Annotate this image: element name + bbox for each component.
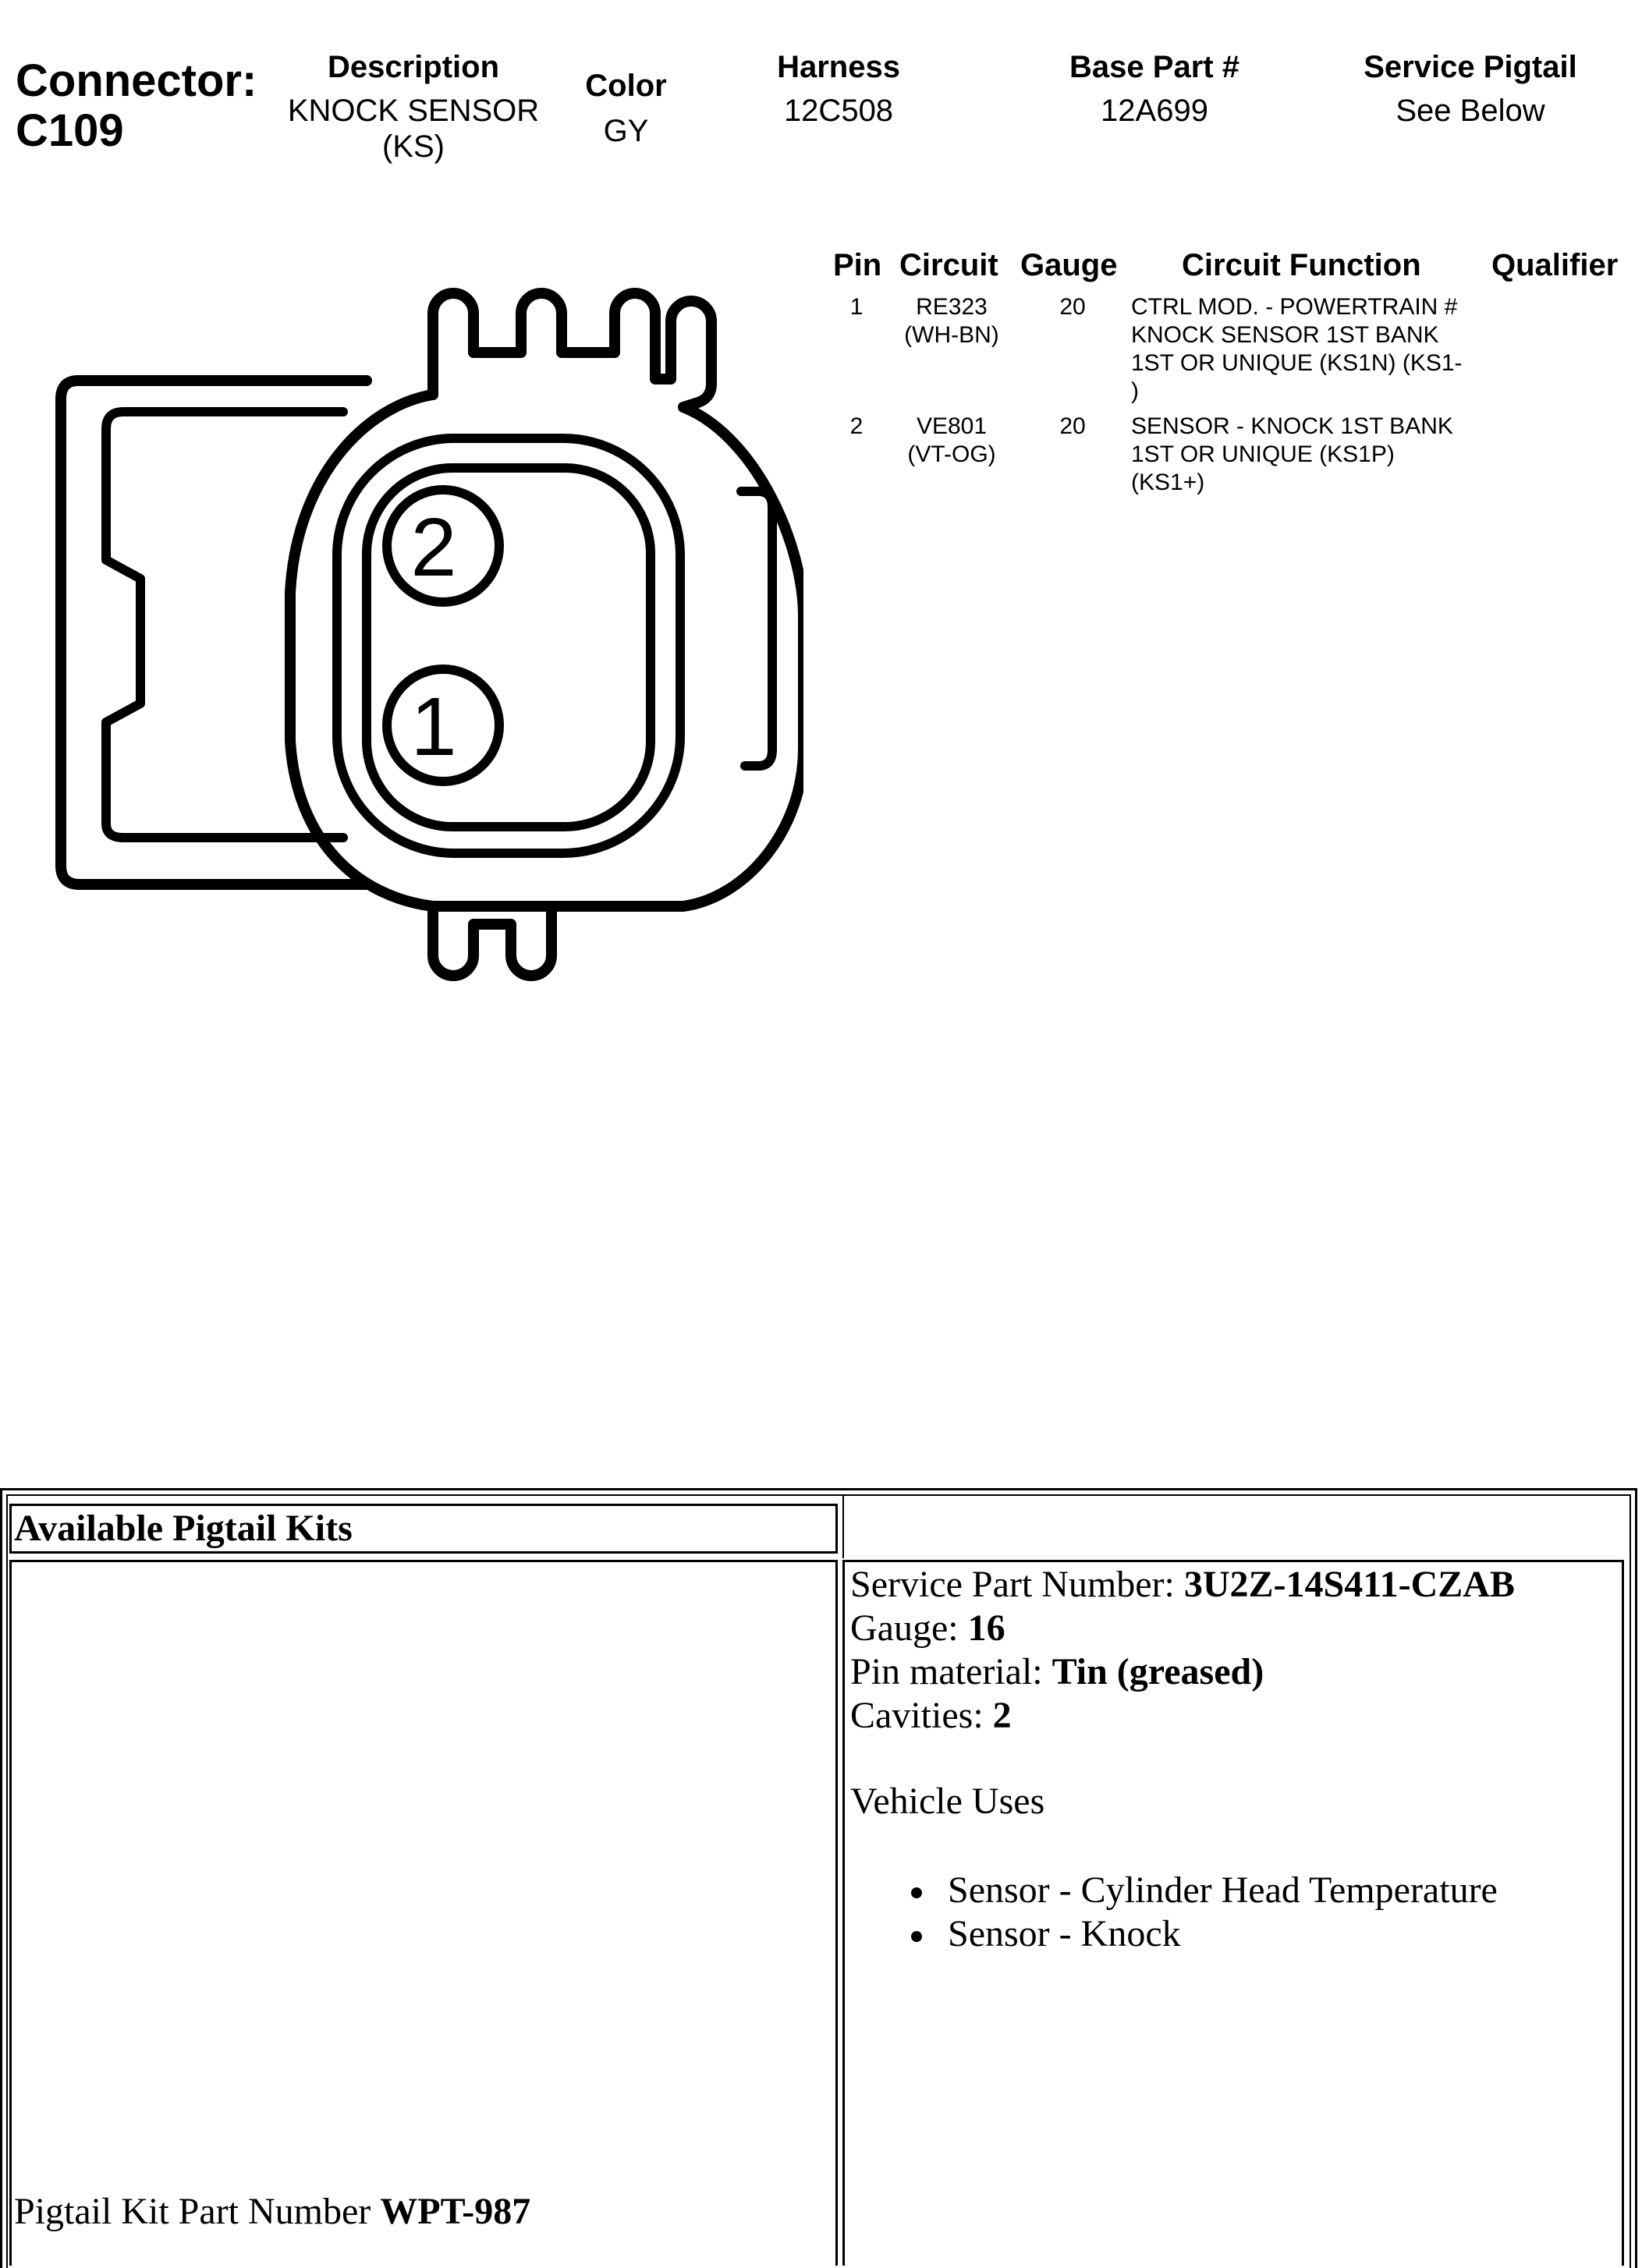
color-label: Color	[585, 69, 667, 103]
connector-title	[16, 56, 257, 156]
pin-column-header: Pin	[833, 248, 882, 282]
row1-circuit	[889, 293, 1014, 349]
harness-column	[737, 50, 940, 129]
row2-circuit-code: VE801	[916, 413, 988, 439]
harness-label: Harness	[777, 50, 900, 84]
service-pigtail-column	[1326, 50, 1615, 129]
row1-pin: 1	[849, 294, 864, 320]
gauge-column-header: Gauge	[1020, 248, 1118, 282]
gauge-line	[850, 1607, 1615, 1650]
circuit-column-header: Circuit	[899, 248, 998, 282]
row1-function-line: 1ST OR UNIQUE (KS1N) (KS1-	[1131, 350, 1463, 376]
row2-circuit	[889, 413, 1014, 469]
list-item	[850, 1912, 1615, 1956]
bullet-icon	[911, 1931, 922, 1942]
row1-function	[1131, 293, 1490, 406]
connector-right-latch	[741, 491, 772, 766]
service-part-number-line	[850, 1563, 1615, 1607]
vehicle-use-text: Sensor - Cylinder Head Temperature	[948, 1869, 1498, 1911]
base-part-label: Base Part #	[1069, 50, 1239, 84]
row1-gauge: 20	[1059, 294, 1086, 320]
bullet-icon	[911, 1887, 922, 1898]
service-part-number-label: Service Part Number:	[850, 1564, 1184, 1605]
harness-value: 12C508	[783, 94, 894, 128]
row1-function-line: )	[1131, 378, 1139, 404]
row2-function-line: SENSOR - KNOCK 1ST BANK	[1131, 413, 1453, 439]
cavities-value: 2	[992, 1695, 1012, 1736]
pigtail-empty-cell	[842, 1494, 1631, 1558]
base-part-value: 12A699	[1101, 94, 1208, 128]
description-value-line2: (KS)	[382, 129, 445, 164]
connector-shroud-inner	[106, 412, 343, 838]
service-pigtail-label: Service Pigtail	[1364, 50, 1577, 84]
row1-circuit-code: RE323	[916, 294, 988, 320]
service-pigtail-value: See Below	[1396, 94, 1545, 128]
pigtail-heading: Available Pigtail Kits	[14, 1508, 353, 1549]
row2-circuit-color: (VT-OG)	[907, 441, 996, 467]
pin-number-2: 2	[410, 501, 457, 594]
cavities-label: Cavities:	[850, 1695, 993, 1736]
vehicle-uses-label: Vehicle Uses	[850, 1781, 1045, 1822]
row2-gauge: 20	[1059, 413, 1086, 439]
service-part-details	[850, 1563, 1615, 1956]
pin-material-line	[850, 1650, 1615, 1694]
base-part-column	[1037, 50, 1271, 129]
description-value-line1: KNOCK SENSOR	[287, 94, 540, 128]
gauge-value: 16	[967, 1607, 1005, 1649]
description-column	[265, 50, 562, 165]
row1-function-line: KNOCK SENSOR 1ST BANK	[1131, 322, 1439, 348]
color-value: GY	[603, 114, 649, 148]
pigtail-kit-cell	[9, 1560, 838, 2266]
connector-bottom-tabs	[433, 906, 551, 976]
list-item	[850, 1869, 1615, 1912]
cavities-line	[850, 1694, 1615, 1738]
connector-title-label: Connector:	[16, 55, 257, 106]
description-label: Description	[327, 50, 500, 84]
function-column-header: Circuit Function	[1182, 248, 1421, 282]
pigtail-kit-label: Pigtail Kit Part Number	[14, 2191, 381, 2232]
vehicle-use-text: Sensor - Knock	[948, 1913, 1181, 1954]
row2-function-line: (KS1+)	[1131, 470, 1205, 495]
service-part-number-value: 3U2Z-14S411-CZAB	[1183, 1564, 1515, 1605]
color-column	[562, 69, 690, 149]
vehicle-uses-list	[850, 1869, 1615, 1956]
connector-top-tabs	[433, 293, 711, 407]
row2-pin: 2	[849, 413, 864, 439]
pigtail-kit-part-number	[14, 2190, 530, 2234]
pigtail-kit-value: WPT-987	[380, 2191, 531, 2232]
connector-face-diagram	[0, 257, 803, 1022]
gauge-label: Gauge:	[850, 1607, 968, 1649]
row2-function	[1131, 413, 1490, 497]
connector-id: C109	[16, 105, 124, 156]
pin-material-value: Tin (greased)	[1052, 1651, 1264, 1692]
row2-function-line: 1ST OR UNIQUE (KS1P)	[1131, 441, 1395, 467]
pin-material-label: Pin material:	[850, 1651, 1052, 1692]
row1-function-line: CTRL MOD. - POWERTRAIN #	[1131, 294, 1458, 320]
row1-circuit-color: (WH-BN)	[904, 322, 999, 348]
pin-number-1: 1	[410, 681, 457, 773]
qualifier-column-header: Qualifier	[1491, 248, 1619, 282]
